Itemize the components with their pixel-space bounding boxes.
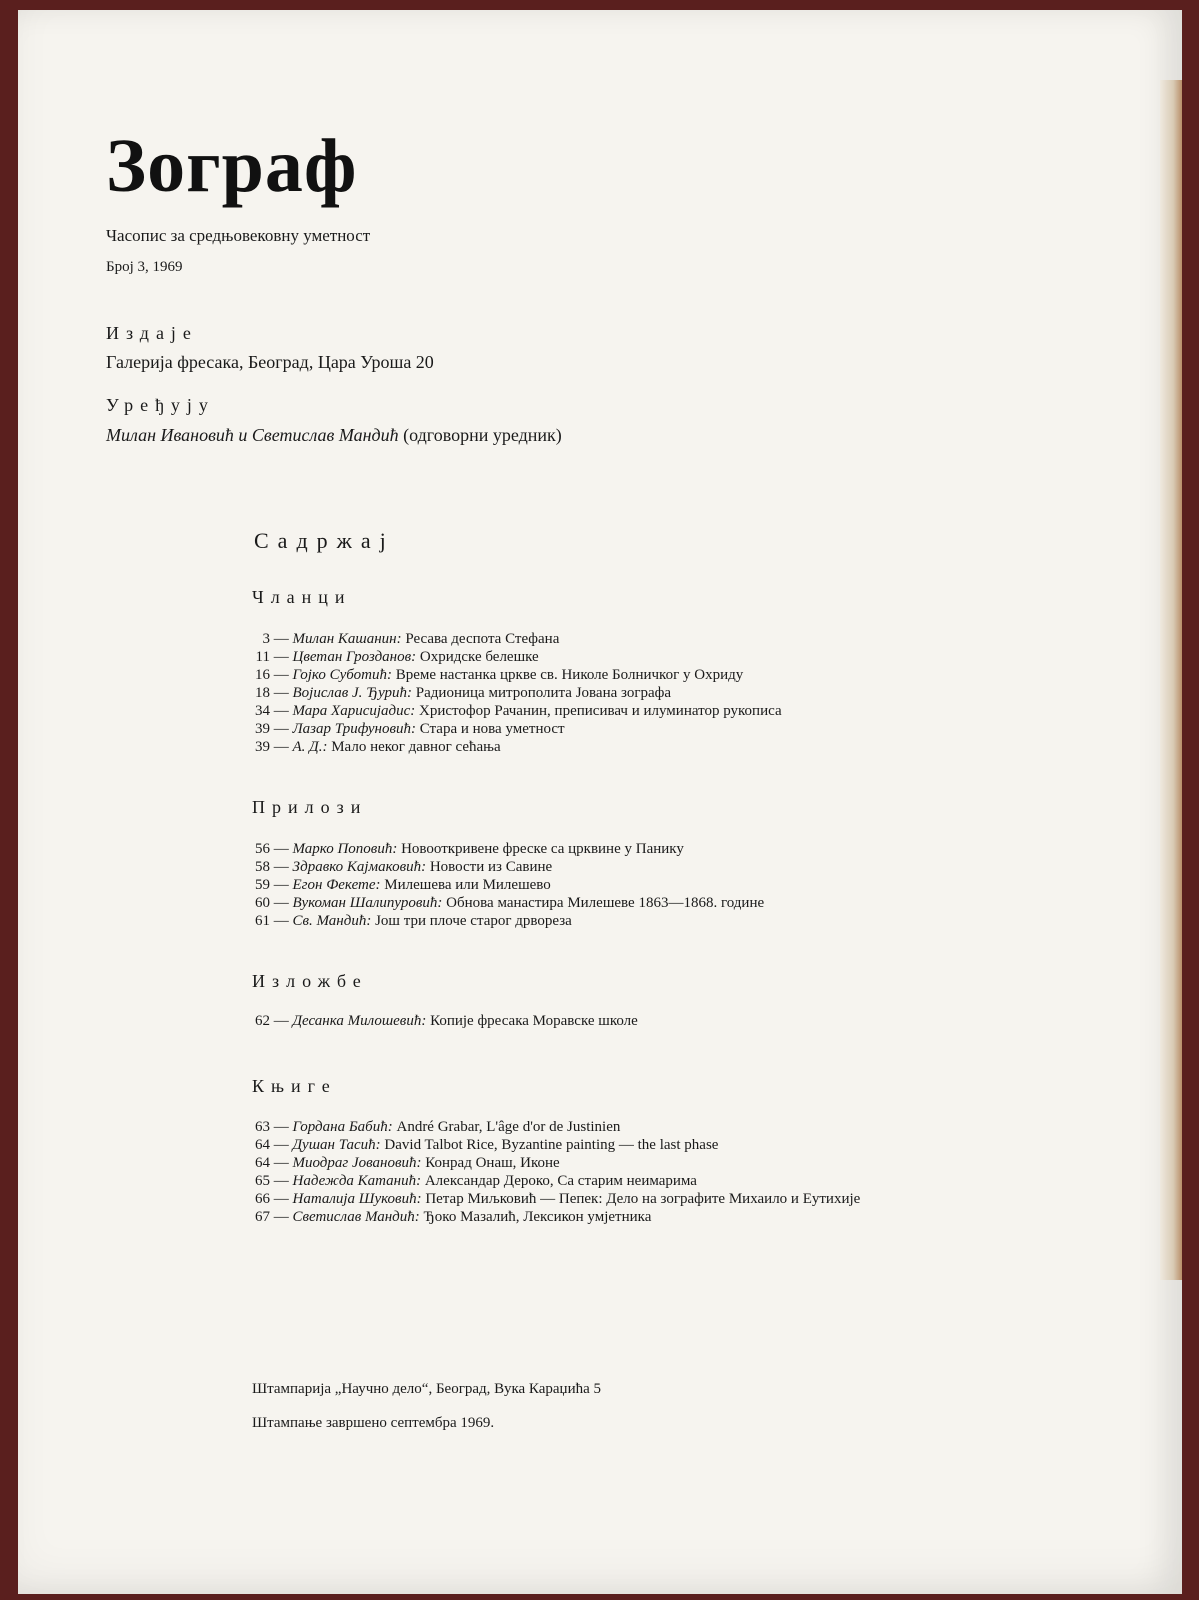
section-title-contributions: Прилози bbox=[252, 797, 368, 817]
entry-author: Миодраг Јовановић: bbox=[292, 1155, 422, 1171]
entry-author: Св. Мандић: bbox=[292, 913, 372, 929]
editors-label: Уређују bbox=[106, 395, 215, 415]
entry-page-number: 61 bbox=[255, 913, 270, 929]
entry-page-number: 59 bbox=[255, 877, 270, 893]
entry-page-number: 3 bbox=[262, 631, 270, 647]
editors-note: (одговорни уредник) bbox=[403, 425, 562, 445]
entry-page-number: 66 bbox=[255, 1191, 270, 1207]
toc-entry bbox=[252, 1190, 860, 1208]
toc-entry bbox=[252, 720, 782, 738]
entry-title: André Grabar, L'âge d'or de Justinien bbox=[396, 1119, 621, 1135]
entry-author: Марко Поповић: bbox=[292, 841, 398, 857]
entry-title: David Talbot Rice, Byzantine painting — the last phase bbox=[384, 1137, 719, 1153]
toc-entry bbox=[252, 894, 764, 912]
entry-page-number: 65 bbox=[255, 1173, 270, 1189]
entry-title: Новооткривене фреске са црквине у Панику bbox=[401, 841, 684, 857]
journal-subtitle: Часопис за средњовековну уметност bbox=[106, 226, 371, 245]
entry-author: Милан Кашанин: bbox=[292, 631, 402, 647]
toc-entry bbox=[252, 648, 782, 666]
entry-separator: — bbox=[270, 877, 293, 893]
entry-author: Вукоман Шалипуровић: bbox=[292, 895, 443, 911]
entry-separator: — bbox=[270, 1155, 293, 1171]
entry-title: Христофор Рачанин, преписивач и илуминатор рукописа bbox=[419, 703, 782, 719]
entry-separator: — bbox=[270, 739, 293, 755]
section-title-articles: Чланци bbox=[252, 587, 352, 607]
toc-entry bbox=[252, 702, 782, 720]
toc-heading: Садржај bbox=[254, 528, 395, 553]
section-articles bbox=[252, 630, 782, 756]
entry-page-number: 39 bbox=[255, 739, 270, 755]
entry-separator: — bbox=[270, 667, 293, 683]
entry-author: Лазар Трифуновић: bbox=[292, 721, 416, 737]
toc-entry bbox=[252, 630, 782, 648]
entry-author: Наталија Шуковић: bbox=[292, 1191, 422, 1207]
entry-title: Конрад Онаш, Иконе bbox=[425, 1155, 560, 1171]
entry-author: А. Д.: bbox=[292, 739, 328, 755]
entry-page-number: 60 bbox=[255, 895, 270, 911]
entry-page-number: 34 bbox=[255, 703, 270, 719]
publisher-label: Издаје bbox=[106, 323, 198, 343]
entry-separator: — bbox=[270, 631, 293, 647]
entry-title: Стара и нова уметност bbox=[419, 721, 565, 737]
toc-entry bbox=[252, 738, 782, 756]
entry-separator: — bbox=[270, 721, 293, 737]
entry-author: Гордана Бабић: bbox=[292, 1119, 393, 1135]
entry-title: Ресава деспота Стефана bbox=[405, 631, 560, 647]
entry-page-number: 63 bbox=[255, 1119, 270, 1135]
entry-separator: — bbox=[270, 1119, 293, 1135]
printer-info: Штампарија „Научно дело“, Београд, Вука Караџића 5 bbox=[252, 1381, 602, 1397]
entry-author: Цветан Грозданов: bbox=[292, 649, 417, 665]
entry-author: Десанка Милошевић: bbox=[292, 1013, 427, 1029]
entry-title: Обнова манастира Милешеве 1863—1868. године bbox=[446, 895, 765, 911]
entry-page-number: 11 bbox=[255, 649, 270, 665]
entry-author: Душан Тасић: bbox=[292, 1137, 381, 1153]
entry-author: Гојко Суботић: bbox=[292, 667, 392, 683]
entry-separator: — bbox=[270, 703, 293, 719]
toc-entry bbox=[252, 876, 764, 894]
entry-title: Милешева или Милешево bbox=[384, 877, 551, 893]
entry-title: Копије фресака Моравске школе bbox=[430, 1013, 638, 1029]
entry-title: Новости из Савине bbox=[429, 859, 553, 875]
entry-page-number: 64 bbox=[255, 1155, 270, 1171]
toc-entry bbox=[252, 1012, 638, 1030]
toc-entry bbox=[252, 1172, 860, 1190]
entry-separator: — bbox=[270, 649, 293, 665]
entry-author: Здравко Кајмаковић: bbox=[292, 859, 427, 875]
entry-page-number: 56 bbox=[255, 841, 270, 857]
entry-title: Мало неког давног сећања bbox=[331, 739, 501, 755]
entry-title: Радионица митрополита Јована зографа bbox=[415, 685, 672, 701]
toc-entry bbox=[252, 1208, 860, 1226]
entry-separator: — bbox=[270, 1191, 293, 1207]
toc-entry bbox=[252, 912, 764, 930]
entry-page-number: 67 bbox=[255, 1209, 270, 1225]
journal-title: Зограф bbox=[106, 124, 358, 208]
entry-title: Охридске белешке bbox=[419, 649, 539, 665]
entry-page-number: 58 bbox=[255, 859, 270, 875]
entry-separator: — bbox=[270, 859, 293, 875]
entry-separator: — bbox=[270, 895, 293, 911]
editors-line bbox=[106, 426, 562, 444]
entry-page-number: 62 bbox=[255, 1013, 270, 1029]
entry-title: Ђоко Мазалић, Лексикон умјетника bbox=[423, 1209, 652, 1225]
section-contributions bbox=[252, 840, 764, 930]
toc-entry bbox=[252, 840, 764, 858]
entry-separator: — bbox=[270, 1209, 293, 1225]
toc-entry bbox=[252, 684, 782, 702]
print-completed: Штампање завршено септембра 1969. bbox=[252, 1415, 495, 1431]
toc-entry bbox=[252, 1118, 860, 1136]
section-title-books: Књиге bbox=[252, 1076, 337, 1096]
entry-page-number: 39 bbox=[255, 721, 270, 737]
entry-separator: — bbox=[270, 841, 293, 857]
entry-author: Светислав Мандић: bbox=[292, 1209, 420, 1225]
entry-page-number: 64 bbox=[255, 1137, 270, 1153]
magazine-page bbox=[18, 10, 1182, 1594]
toc-entry bbox=[252, 858, 764, 876]
section-exhibitions bbox=[252, 1012, 638, 1030]
entry-separator: — bbox=[270, 1173, 293, 1189]
toc-entry bbox=[252, 1136, 860, 1154]
issue-number: Број 3, 1969 bbox=[106, 259, 183, 275]
entry-author: Егон Фекете: bbox=[292, 877, 381, 893]
editors-names: Милан Ивановић и Светислав Мандић bbox=[106, 425, 399, 445]
page-edge bbox=[1160, 80, 1182, 1280]
entry-title: Време настанка цркве св. Николе Болничког у Охриду bbox=[395, 667, 744, 683]
entry-title: Још три плоче старог дрвореза bbox=[375, 913, 572, 929]
entry-separator: — bbox=[270, 913, 293, 929]
entry-page-number: 18 bbox=[255, 685, 270, 701]
section-title-exhibitions: Изложбе bbox=[252, 971, 368, 991]
entry-title: Александар Дероко, Са старим неимарима bbox=[424, 1173, 697, 1189]
entry-author: Надежда Катанић: bbox=[292, 1173, 422, 1189]
entry-separator: — bbox=[270, 685, 293, 701]
entry-page-number: 16 bbox=[255, 667, 270, 683]
entry-author: Војислав Ј. Ђурић: bbox=[292, 685, 413, 701]
entry-separator: — bbox=[270, 1013, 293, 1029]
entry-title: Петар Миљковић — Пепек: Дело на зографите Михаило и Еутихије bbox=[425, 1191, 861, 1207]
toc-entry bbox=[252, 666, 782, 684]
entry-author: Мара Харисијадис: bbox=[292, 703, 416, 719]
publisher: Галерија фресака, Београд, Цара Уроша 20 bbox=[106, 352, 434, 372]
section-books bbox=[252, 1118, 860, 1226]
entry-separator: — bbox=[270, 1137, 293, 1153]
toc-entry bbox=[252, 1154, 860, 1172]
